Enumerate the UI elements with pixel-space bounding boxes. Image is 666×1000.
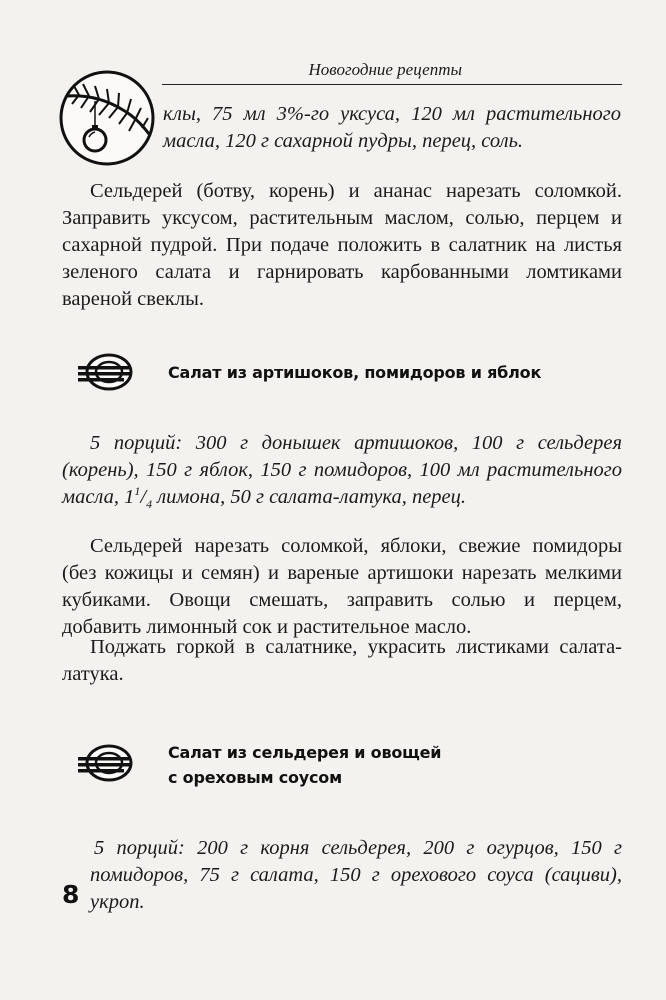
recipe-title-line: Салат из сельдерея и овощей — [168, 743, 442, 762]
recipe-directions: Сельдерей нарезать соломкой, яблоки, свежие помидоры (без кожицы и семян) и вареные артишоки нарезать мелкими кубиками. Овощи смешать, заправить солью и перцем, добавить лимонный сок и растительное масло. — [62, 535, 622, 638]
fraction-denominator: 4 — [146, 497, 153, 512]
plate-cutlery-icon — [76, 742, 134, 784]
plate-cutlery-icon — [76, 351, 134, 393]
intro-ingredients: клы, 75 мл 3%-го уксуса, 120 мл растительного масла, 120 г сахарной пудры, перец, соль. — [163, 103, 621, 152]
fraction-numerator: 1 — [134, 484, 141, 499]
recipe-directions: Поджать горкой в салатнике, украсить листиками салата-латука. — [62, 636, 622, 685]
page-header — [162, 60, 622, 85]
intro-directions: Сельдерей (ботву, корень) и ананас нарезать соломкой. Заправить уксусом, растительным маслом, солью, перцем и сахарной пудрой. При подаче положить в салатник на листья зеленого салата и гарнировать карбованными ломтиками вареной свеклы. — [62, 180, 622, 310]
ingredients-text: лимона, 50 г салата-латука, перец. — [152, 486, 467, 508]
fraction-separator: / — [140, 486, 147, 508]
recipe-ingredients — [62, 430, 622, 511]
recipe-title: Салат из артишоков, помидоров и яблок — [168, 363, 542, 382]
ingredients-text: 5 порций: 300 г донышек артишоков, 100 г сельдерея (корень), 150 г яблок, 150 г помидоров, 100 мл растительного масла, 1 — [62, 432, 622, 508]
recipe-title — [168, 740, 441, 790]
header-title: Новогодние рецепты — [308, 60, 462, 79]
christmas-ornament-icon — [57, 68, 157, 168]
page-number: 8 — [62, 880, 80, 909]
recipe-title-line: с ореховым соусом — [168, 768, 342, 787]
recipe-ingredients: 5 порций: 200 г корня сельдерея, 200 г огурцов, 150 г помидоров, 75 г салата, 150 г орехового соуса (сациви), укроп. — [90, 837, 622, 913]
